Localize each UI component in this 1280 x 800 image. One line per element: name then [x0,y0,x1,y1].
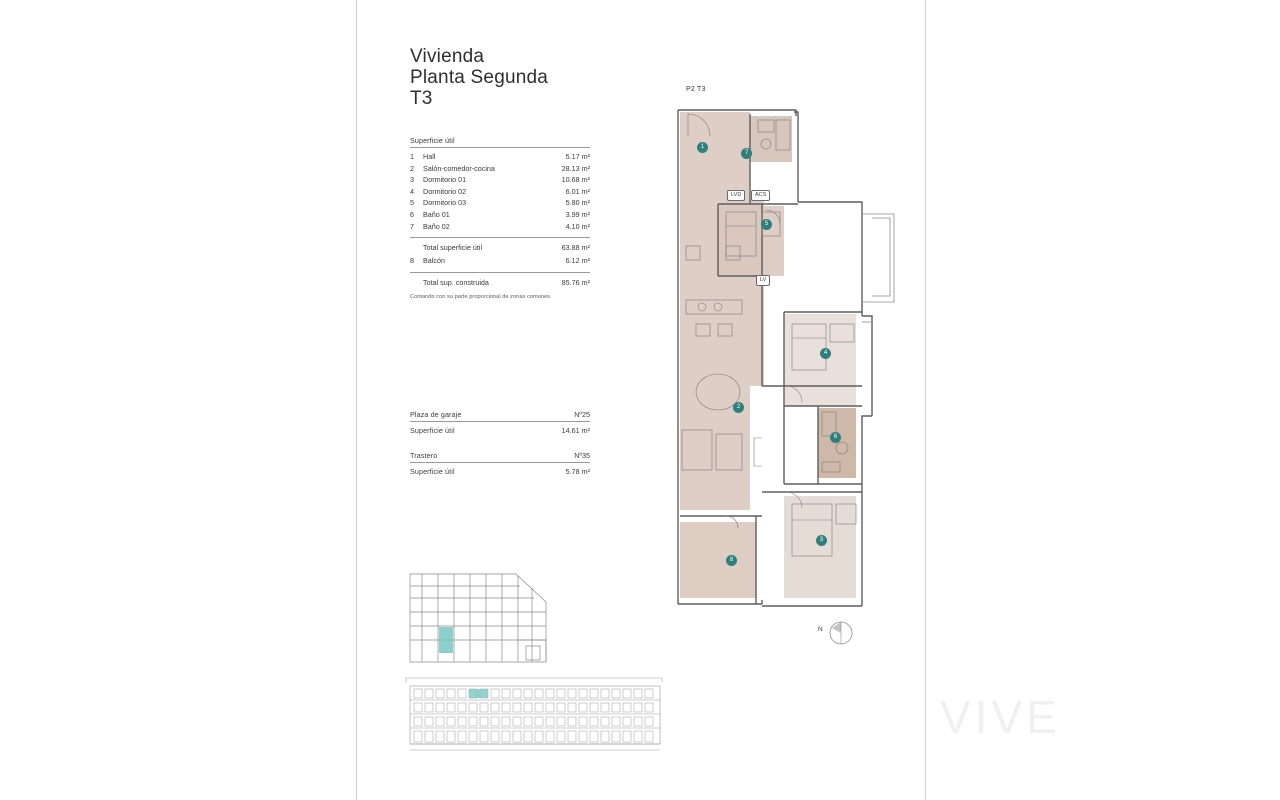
row-number: 5 [410,198,414,208]
row-number: 3 [410,175,414,185]
row-number: 4 [410,186,414,196]
storage-value: Nº35 [574,451,590,460]
table-divider [410,237,590,238]
row-label: Salón-comedor-cocina [423,163,495,173]
storage-row [410,451,590,463]
table-row [410,187,590,199]
common-areas-note: Contando con su parte proporcional de zonas comunes [410,293,550,300]
garage-row [410,410,590,422]
label-lvd: LVD [727,190,745,201]
table-row [410,256,590,268]
title-line-3: T3 [410,88,433,109]
row-label: Dormitorio 01 [423,175,467,185]
table-row [410,152,590,164]
garage-area-value: 14.61 m² [561,426,590,435]
room-marker-1[interactable]: 1 [697,142,708,153]
room-marker-3[interactable]: 3 [816,535,827,546]
row-label: Baño 02 [423,221,450,231]
storage-area-label: Superficie útil [410,467,455,476]
garage-area-row [410,426,590,437]
row-number: 7 [410,221,414,231]
room-marker-2[interactable]: 2 [733,402,744,413]
row-number: 8 [410,256,414,266]
room-marker-6[interactable]: 6 [830,432,841,443]
table-row [410,222,590,234]
row-value: 28.13 m² [561,163,590,173]
row-number: 6 [410,209,414,219]
row-label: Hall [423,152,436,161]
storage-label: Trastero [410,451,438,460]
total-built-row [410,278,590,291]
room-marker-8[interactable]: 8 [726,555,737,566]
table-row [410,198,590,210]
sheet-rule-right [925,0,926,800]
row-value: 4.10 m² [565,221,590,231]
extras-block [410,410,590,492]
garage-label: Plaza de garaje [410,410,462,419]
total-built-value: 85.76 m² [561,277,590,287]
row-value: 10.68 m² [561,175,590,185]
row-number: 2 [410,163,414,173]
label-lv: LV [756,275,770,286]
storage-area-row [410,467,590,478]
row-value: 3.99 m² [565,209,590,219]
title-line-2: Planta Segunda [410,67,549,88]
compass-icon [828,620,854,646]
surface-table-heading: Superficie útil [410,136,590,148]
page-title [410,46,548,109]
row-value: 5.80 m² [565,198,590,208]
title-line-1: Vivienda [410,46,485,67]
north-label: N [818,626,823,633]
north-compass [818,618,858,652]
total-built-label: Total sup. construida [423,277,489,287]
total-useful-value: 63.88 m² [561,243,590,253]
label-acs: ACS [751,190,770,201]
total-useful-label: Total superficie útil [423,243,483,253]
table-row [410,164,590,176]
table-row [410,210,590,222]
garage-area-label: Superficie útil [410,426,455,435]
row-label: Dormitorio 02 [423,186,467,196]
row-label: Balcón [423,256,445,266]
floor-plan-drawing [666,86,916,646]
table-divider [410,272,590,273]
garage-value: Nº25 [574,410,590,419]
surface-table [410,136,590,300]
row-value: 5.17 m² [565,152,590,161]
row-label: Dormitorio 03 [423,198,467,208]
storage-area-value: 5.78 m² [565,467,590,476]
total-useful-row [410,243,590,256]
room-marker-4[interactable]: 4 [820,348,831,359]
watermark: VIVE [940,691,1061,743]
table-row [410,175,590,187]
elevation-diagram [404,676,666,756]
room-marker-7[interactable]: 7 [741,148,752,159]
sheet-rule-left [356,0,357,800]
row-label: Baño 01 [423,209,450,219]
room-marker-5[interactable]: 5 [761,219,772,230]
row-value: 6.01 m² [565,186,590,196]
key-plan-diagram [408,572,553,664]
row-value: 6.12 m² [565,256,590,266]
plan-code-label: P2 T3 [686,86,706,93]
row-number: 1 [410,152,414,161]
